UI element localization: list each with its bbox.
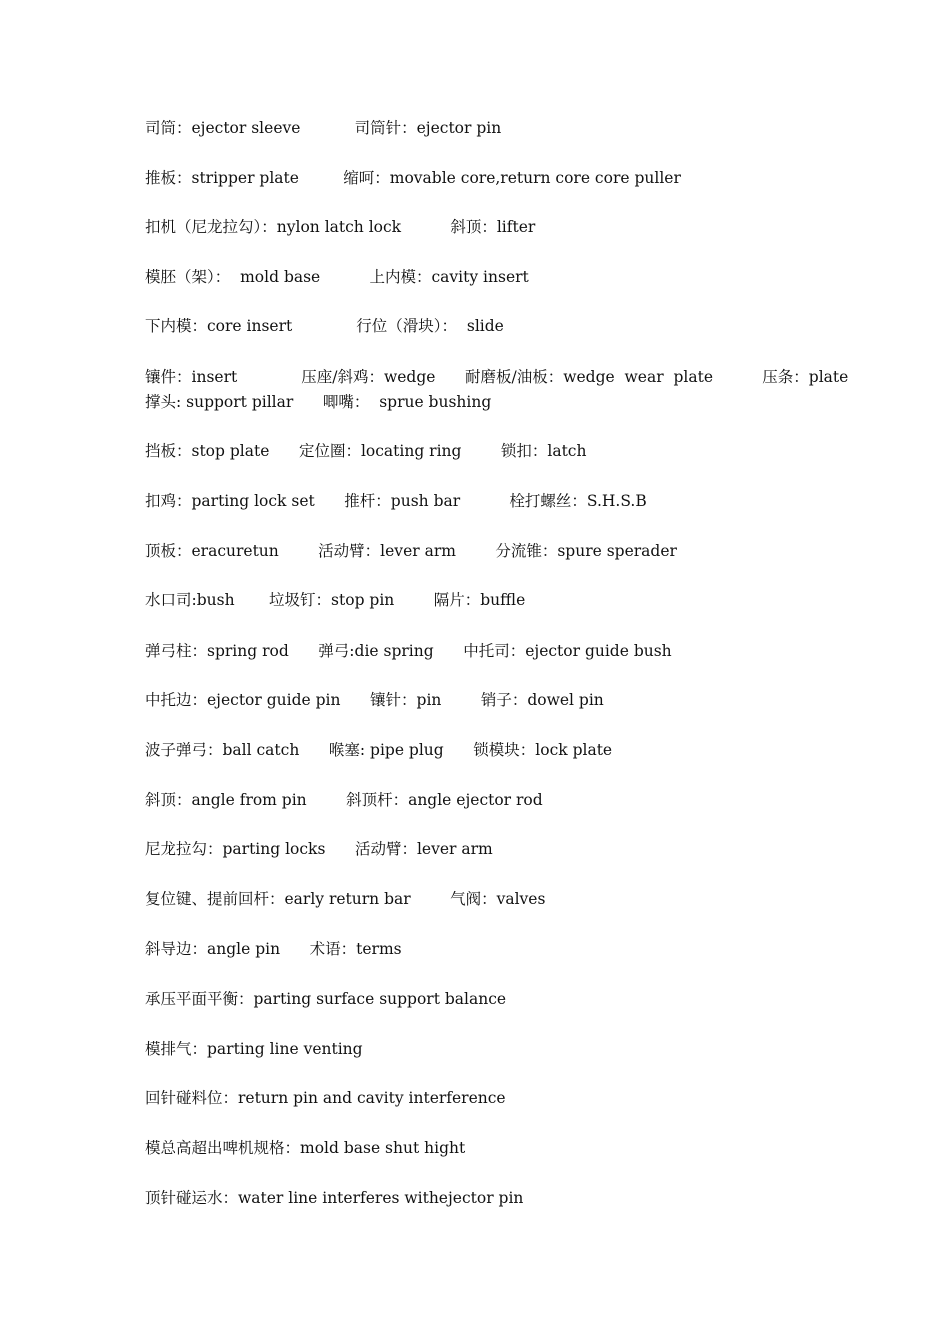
term-line: 扣鸡：parting lock set 推杆：push bar 栓打螺丝：S.H.S.B [145,492,647,510]
term-line: 斜导边：angle pin 术语：terms [145,940,402,958]
term-line: 模胚（架）： mold base 上内模：cavity insert [145,268,529,286]
term-line: 复位键、提前回杆：early return bar 气阀：valves [145,890,546,908]
term-line: 回针碰料位：return pin and cavity interference [145,1089,506,1107]
term-line: 扣机（尼龙拉勾）：nylon latch lock 斜顶：lifter [145,218,536,236]
term-line: 挡板：stop plate 定位圈：locating ring 锁扣：latch [145,442,587,460]
term-line: 顶板：eracuretun 活动臂：lever arm 分流锥：spure sperader [145,542,677,560]
term-line: 模总高超出啤机规格：mold base shut hight [145,1139,466,1157]
term-line: 顶针碰运水：water line interferes withejector pin [145,1189,524,1207]
term-line: 承压平面平衡：parting surface support balance [145,990,507,1008]
term-line: 模排气：parting line venting [145,1040,363,1058]
term-line: 尼龙拉勾：parting locks 活动臂：lever arm [145,840,493,858]
term-line: 司筒：ejector sleeve 司筒针：ejector pin [145,119,502,137]
term-line: 水口司:bush 垃圾钉：stop pin 隔片：buffle [145,591,526,609]
term-line: 撑头: support pillar 唧嘴： sprue bushing [145,393,492,411]
term-line: 波子弹弓：ball catch 喉塞: pipe plug 锁模块：lock plate [145,741,613,759]
term-line: 下内模：core insert 行位（滑块）： slide [145,317,504,335]
term-line: 斜顶：angle from pin 斜顶杆：angle ejector rod [145,791,543,809]
term-line: 推板：stripper plate 缩呵：movable core,return core core puller [145,169,681,187]
term-line: 镶件：insert 压座/斜鸡：wedge 耐磨板/油板：wedge wear plate 压条：plate [145,368,849,386]
term-line: 中托边：ejector guide pin 镶针：pin 销子：dowel pin [145,691,604,709]
term-line: 弹弓柱：spring rod 弹弓:die spring 中托司：ejector guide bush [145,642,672,660]
